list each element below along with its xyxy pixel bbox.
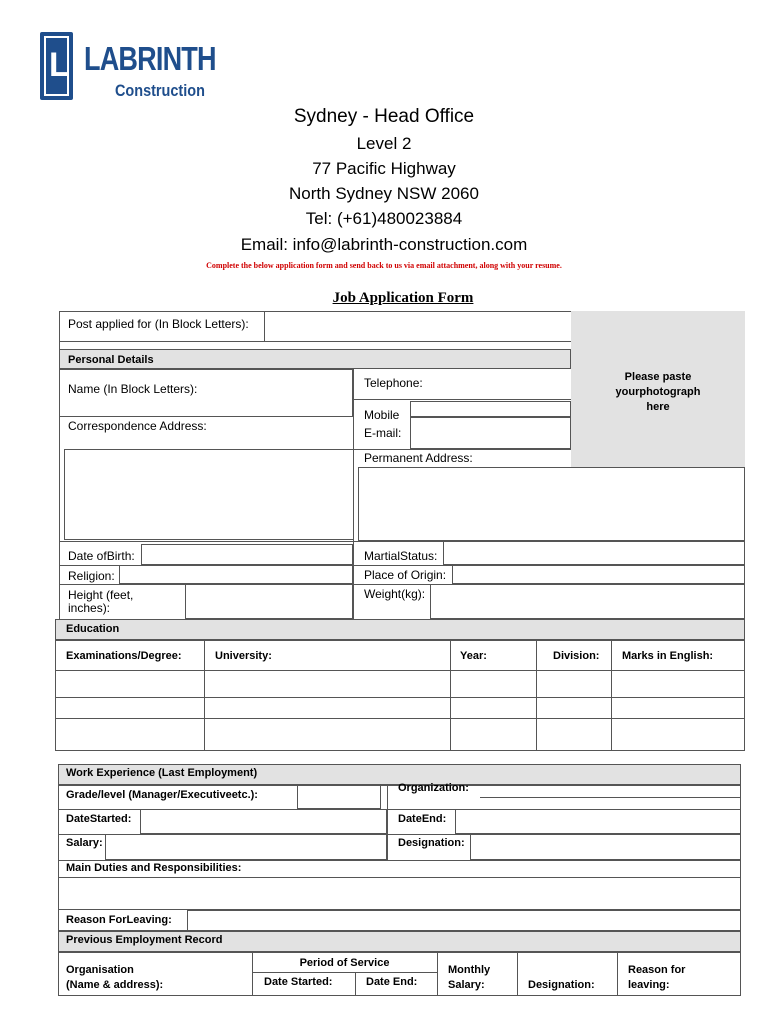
divider	[355, 972, 356, 996]
mobile-input[interactable]	[410, 401, 571, 417]
date-end-label: DateEnd:	[398, 813, 447, 825]
duties-label: Main Duties and Responsibilities:	[66, 862, 242, 874]
office-title: Sydney - Head Office	[293, 106, 475, 127]
post-applied-label: Post applied for (In Block Letters):	[68, 317, 249, 331]
divider	[611, 640, 612, 751]
logo-name: LABRINTH	[84, 40, 216, 77]
prev-col-salary-1: Monthly	[448, 964, 491, 976]
place-of-origin-input[interactable]	[452, 565, 745, 584]
email-label: E-mail:	[364, 426, 402, 440]
divider	[437, 952, 438, 996]
organization-input[interactable]	[480, 797, 741, 798]
height-input[interactable]	[185, 584, 353, 619]
religion-input[interactable]	[119, 565, 353, 584]
prev-col-period: Period of Service	[299, 957, 390, 969]
divider	[59, 311, 60, 619]
photo-label-1: Please paste	[624, 371, 692, 383]
designation-label: Designation:	[398, 837, 465, 849]
prev-col-organisation-1: Organisation	[66, 964, 134, 976]
name-label: Name (In Block Letters):	[68, 382, 198, 396]
instruction-note: Complete the below application form and send back to us via email attachment, along with your resume.	[206, 261, 562, 270]
previous-employment-heading: Previous Employment Record	[66, 934, 223, 946]
edu-col-division: Division:	[553, 650, 600, 662]
religion-label: Religion:	[68, 569, 115, 583]
permanent-address-label: Permanent Address:	[364, 451, 473, 465]
divider	[450, 640, 451, 751]
dob-input[interactable]	[141, 544, 353, 565]
reason-for-leaving-label: Reason ForLeaving:	[66, 914, 172, 926]
prev-col-reason-2: leaving:	[628, 979, 670, 991]
prev-col-date-started: Date Started:	[264, 976, 333, 988]
post-applied-input[interactable]	[266, 313, 570, 340]
personal-details-heading: Personal Details	[68, 354, 154, 366]
divider	[264, 311, 265, 342]
dob-label: Date ofBirth:	[68, 549, 135, 563]
date-started-input[interactable]	[140, 809, 387, 834]
salary-input[interactable]	[105, 834, 387, 860]
prev-col-salary-2: Salary:	[448, 979, 485, 991]
education-heading-bar	[55, 619, 745, 640]
organization-label: Organization:	[398, 782, 469, 794]
photo-label-3: here	[646, 401, 670, 413]
grade-input[interactable]	[297, 785, 381, 809]
address-line-3: North Sydney NSW 2060	[289, 184, 479, 203]
address-line-2: 77 Pacific Highway	[312, 159, 456, 178]
divider	[55, 670, 745, 671]
logo-subtitle: Construction	[115, 81, 205, 100]
place-of-origin-label: Place of Origin:	[364, 568, 447, 582]
divider	[617, 952, 618, 996]
divider	[58, 860, 741, 861]
height-label-2: inches):	[68, 601, 111, 615]
logo-letter: L	[49, 46, 70, 84]
marital-status-label: MartialStatus:	[364, 549, 438, 563]
prev-col-date-end: Date End:	[366, 976, 418, 988]
date-end-input[interactable]	[455, 809, 741, 834]
correspondence-address-input[interactable]	[64, 449, 354, 540]
prev-col-reason-1: Reason for	[628, 964, 686, 976]
divider	[252, 972, 437, 973]
divider	[204, 640, 205, 751]
grade-label: Grade/level (Manager/Executiveetc.):	[66, 789, 258, 801]
divider	[55, 718, 745, 719]
reason-for-leaving-input[interactable]	[187, 910, 741, 931]
email-input[interactable]	[410, 417, 571, 449]
weight-label: Weight(kg):	[364, 587, 426, 601]
email-line: Email: info@labrinth-construction.com	[240, 235, 528, 254]
correspondence-label: Correspondence Address:	[68, 419, 207, 433]
divider	[353, 369, 354, 619]
address-line-1: Level 2	[356, 134, 412, 153]
weight-input[interactable]	[430, 584, 745, 619]
edu-col-degree: Examinations/Degree:	[66, 650, 182, 662]
work-experience-heading: Work Experience (Last Employment)	[66, 767, 258, 779]
edu-col-year: Year:	[460, 650, 487, 662]
form-title: Job Application Form	[332, 290, 474, 306]
divider	[353, 449, 571, 450]
height-label-1: Height (feet,	[68, 588, 134, 602]
salary-label: Salary:	[66, 837, 103, 849]
divider	[387, 785, 388, 860]
date-started-label: DateStarted:	[66, 813, 132, 825]
marital-status-input[interactable]	[443, 541, 745, 565]
permanent-address-input[interactable]	[358, 467, 745, 541]
edu-col-marks: Marks in English:	[622, 650, 714, 662]
divider	[517, 952, 518, 996]
prev-col-organisation-2: (Name & address):	[66, 979, 164, 991]
photo-label-2: yourphotograph	[615, 386, 701, 398]
education-heading: Education	[66, 623, 120, 635]
telephone-line: Tel: (+61)480023884	[305, 209, 463, 228]
prev-col-designation: Designation:	[528, 979, 595, 991]
divider	[536, 640, 537, 751]
divider	[353, 399, 571, 400]
mobile-label: Mobile	[364, 408, 400, 422]
edu-col-university: University:	[215, 650, 272, 662]
duties-input[interactable]	[58, 877, 741, 910]
telephone-label: Telephone:	[364, 376, 423, 390]
logo-mark	[40, 32, 73, 100]
designation-input[interactable]	[470, 834, 741, 860]
divider	[55, 697, 745, 698]
